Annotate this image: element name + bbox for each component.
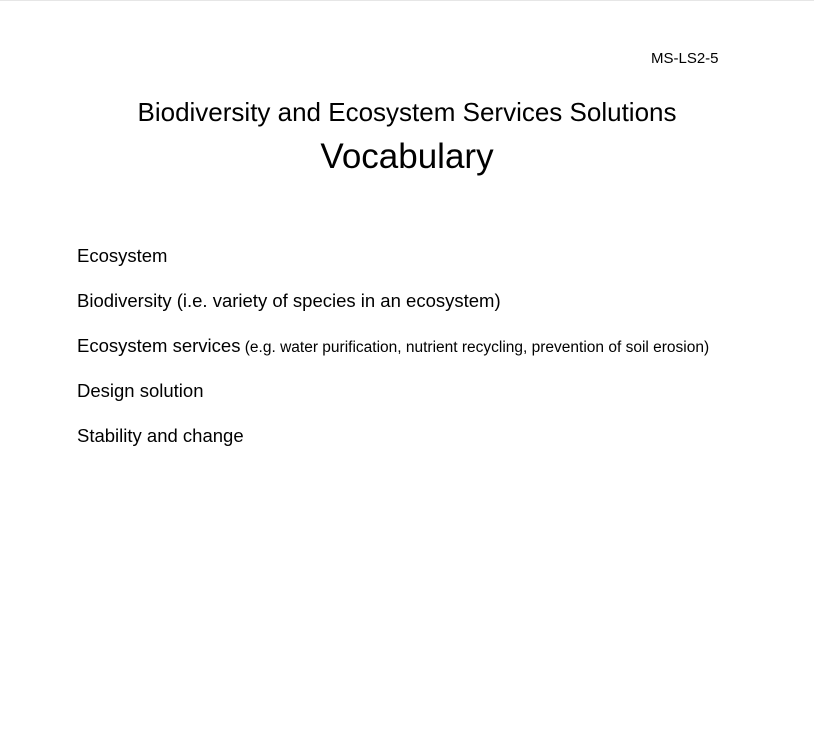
standard-code: MS-LS2-5 bbox=[651, 50, 719, 67]
vocabulary-term: Design solution bbox=[77, 380, 204, 401]
vocabulary-term: Biodiversity (i.e. variety of species in an ecosystem) bbox=[77, 290, 501, 311]
vocabulary-term: Ecosystem bbox=[77, 245, 168, 266]
vocabulary-list bbox=[77, 244, 709, 469]
vocabulary-item-design-solution bbox=[77, 379, 709, 403]
document-title: Biodiversity and Ecosystem Services Solutions bbox=[137, 97, 677, 127]
vocabulary-note: (e.g. water purification, nutrient recycling, prevention of soil erosion) bbox=[240, 339, 710, 356]
vocabulary-term: Ecosystem services bbox=[77, 335, 241, 356]
vocabulary-term: Stability and change bbox=[77, 425, 244, 446]
vocabulary-item-ecosystem bbox=[77, 244, 709, 268]
document-subtitle: Vocabulary bbox=[320, 137, 494, 176]
vocabulary-item-ecosystem-services bbox=[77, 334, 709, 358]
vocabulary-item-biodiversity bbox=[77, 289, 709, 313]
vocabulary-item-stability-and-change bbox=[77, 424, 709, 448]
